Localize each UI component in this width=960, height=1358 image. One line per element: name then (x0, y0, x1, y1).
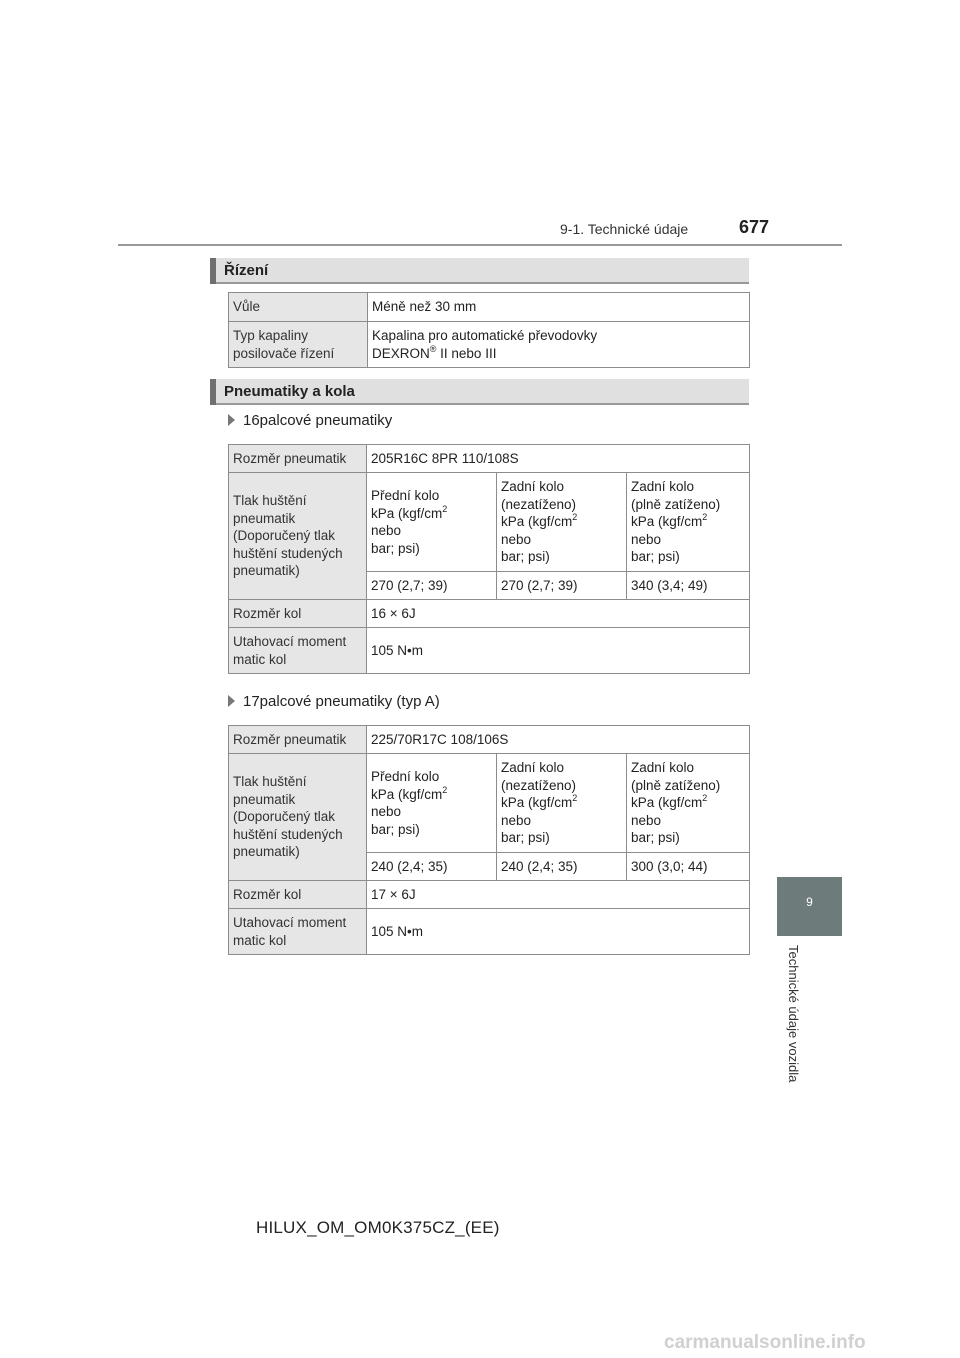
pressure-value: 300 (3,0; 44) (627, 853, 750, 881)
page-number: 677 (739, 217, 770, 237)
pressure-value: 270 (2,7; 39) (497, 572, 627, 600)
row-label: Rozměr kol (229, 600, 367, 628)
header-rule (118, 244, 842, 246)
table-row (229, 445, 750, 473)
table-row (229, 628, 750, 674)
row-label: Utahovací moment matic kol (229, 628, 367, 674)
section-title-text: Řízení (224, 262, 269, 279)
row-value: 225/70R17C 108/106S (367, 726, 750, 754)
row-value: 17 × 6J (367, 881, 750, 909)
row-label: Tlak huštění pneumatik (Doporučený tlak huštění studených pneumatik) (229, 473, 367, 600)
table-row (229, 473, 750, 572)
arrow-right-icon (228, 695, 235, 707)
row-label: Tlak huštění pneumatik (Doporučený tlak huštění studených pneumatik) (229, 754, 367, 881)
watermark: carmanualsonline.info (664, 1332, 866, 1353)
chapter-number: 9 (806, 895, 813, 909)
front-wheel-header: Přední kolo kPa ($kgf/cm^2$ nebo bar; psi) (367, 473, 497, 572)
section-title-text: Pneumatiky a kola (224, 383, 355, 400)
chapter-side-label: Technické údaje vozidla (786, 945, 801, 1083)
arrow-right-icon (228, 414, 235, 426)
pressure-value: 340 (3,4; 49) (627, 572, 750, 600)
table-row (229, 322, 750, 368)
rear-loaded-header: Zadní kolo (plně zatíženo) kPa ($kgf/cm^2$ nebo bar; psi) (627, 473, 750, 572)
row-value: 16 × 6J (367, 600, 750, 628)
pressure-value: 240 (2,4; 35) (497, 853, 627, 881)
rear-loaded-header: Zadní kolo (plně zatíženo) kPa ($kgf/cm^2$ nebo bar; psi) (627, 754, 750, 853)
row-label: Rozměr pneumatik (229, 726, 367, 754)
value-line: Kapalina pro automatické převodovky (372, 328, 598, 343)
front-wheel-header: Přední kolo kPa ($kgf/cm^2$ nebo bar; psi) (367, 754, 497, 853)
rear-unloaded-header: Zadní kolo (nezatíženo) kPa ($kgf/cm^2$ nebo bar; psi) (497, 473, 627, 572)
table-row (229, 909, 750, 955)
running-header-section: 9-1. Technické údaje (560, 221, 689, 237)
row-label: Utahovací moment matic kol (229, 909, 367, 955)
row-value (368, 322, 750, 368)
chapter-tab (777, 877, 842, 936)
subheading-16in: 16palcové pneumatiky (228, 412, 392, 429)
steering-table (228, 292, 750, 368)
table-row (229, 726, 750, 754)
pressure-value: 240 (2,4; 35) (367, 853, 497, 881)
section-title-wheels (210, 379, 749, 405)
row-value: 105 N•m (367, 628, 750, 674)
row-value: 205R16C 8PR 110/108S (367, 445, 750, 473)
rear-unloaded-header: Zadní kolo (nezatíženo) kPa ($kgf/cm^2$ nebo bar; psi) (497, 754, 627, 853)
subheading-17in: 17palcové pneumatiky (typ A) (228, 693, 440, 710)
table-row (229, 881, 750, 909)
section-title-steering (210, 258, 749, 284)
table-row (229, 293, 750, 322)
row-label: Rozměr kol (229, 881, 367, 909)
pressure-value: 270 (2,7; 39) (367, 572, 497, 600)
value-line: DEXRON® II nebo III (372, 343, 497, 361)
document-code: HILUX_OM_OM0K375CZ_(EE) (256, 1218, 500, 1237)
tire-table-17in (228, 725, 750, 955)
row-label: Typ kapaliny posilovače řízení (229, 322, 368, 368)
tire-table-16in (228, 444, 750, 674)
table-row (229, 754, 750, 853)
row-value: Méně než 30 mm (368, 293, 750, 322)
row-label: Rozměr pneumatik (229, 445, 367, 473)
row-label: Vůle (229, 293, 368, 322)
table-row (229, 600, 750, 628)
row-value: 105 N•m (367, 909, 750, 955)
